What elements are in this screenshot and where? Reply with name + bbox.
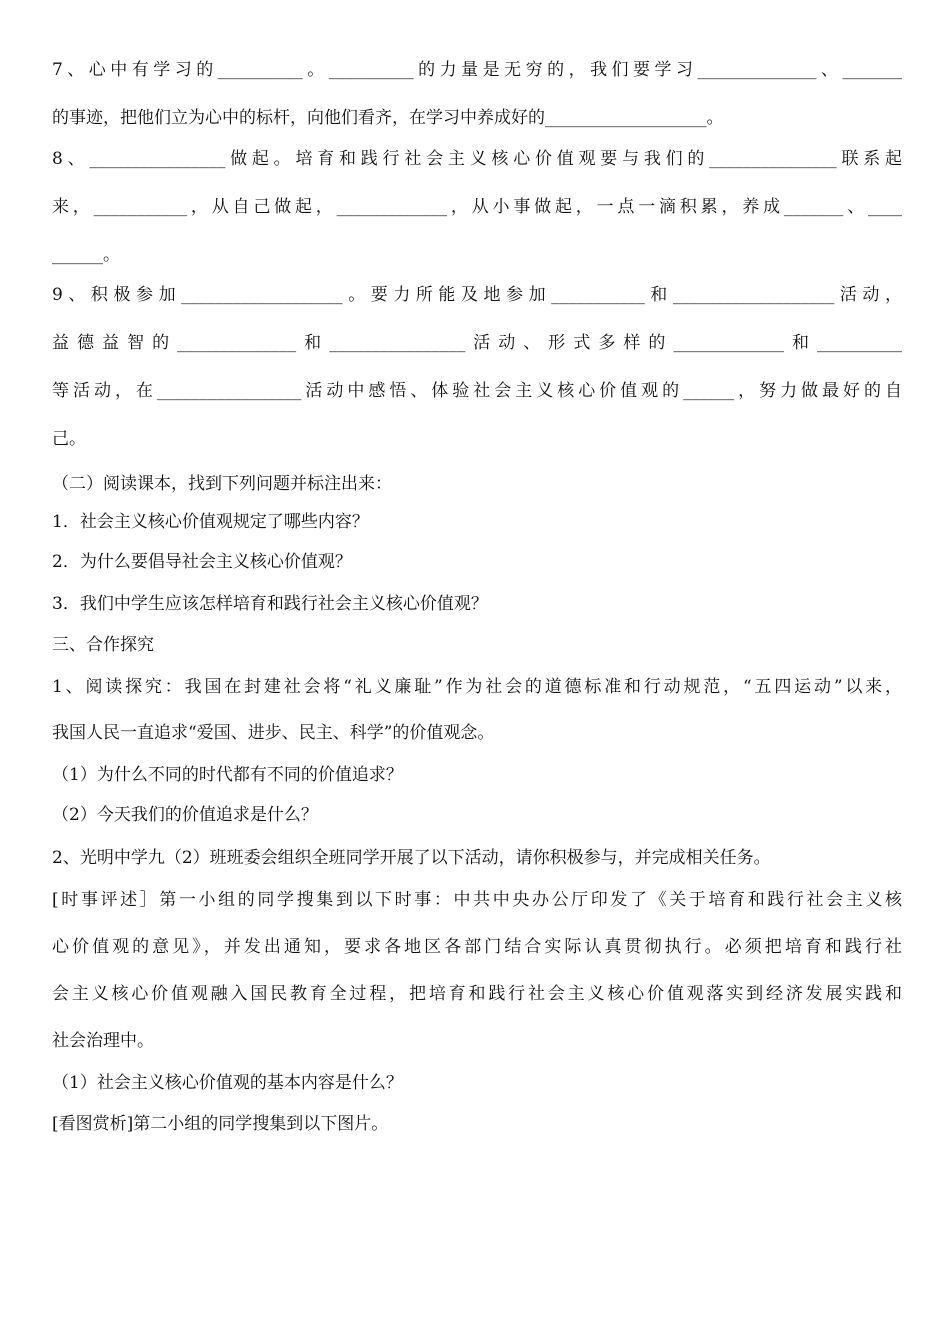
section3-item1-line1: 1、阅读探究：我国在封建社会将“礼义廉耻”作为社会的道德标准和行动规范，“五四运动”以来， bbox=[52, 677, 902, 697]
news-review-line1: [时事评述］第一小组的同学搜集到以下时事：中共中央办公厅印发了《关于培育和践行社会主义核 bbox=[52, 890, 902, 910]
news-review-line2: 心价值观的意见》，并发出通知，要求各地区各部门结合实际认真贯彻执行。必须把培育和践行社 bbox=[52, 937, 902, 957]
section2-heading: （二）阅读课本，找到下列问题并标注出来： bbox=[52, 474, 392, 494]
section3-item1-line2: 我国人民一直追求“爱国、进步、民主、科学”的价值观念。 bbox=[52, 723, 495, 743]
item9-line3: 等活动，在_________________活动中感悟、体验社会主义核心价值观的______，努力做最好的自 bbox=[52, 381, 902, 401]
section3-item1-sub1: （1）为什么不同的时代都有不同的价值追求？ bbox=[52, 765, 403, 785]
picture-analysis-line: [看图赏析]第二小组的同学搜集到以下图片。 bbox=[52, 1114, 389, 1134]
news-review-line3: 会主义核心价值观融入国民教育全过程，把培育和践行社会主义核心价值观落实到经济发展实践和 bbox=[52, 984, 902, 1004]
item8-line2: 来，___________，从自己做起，_____________，从小事做起，一点一滴积累，养成_______、____ bbox=[52, 197, 902, 217]
item7-line1: 7、心中有学习的__________。__________的力量是无穷的，我们要学习______________、_______ bbox=[52, 60, 902, 80]
item7-line2: 的事迹，把他们立为心中的标杆，向他们看齐，在学习中养成好的___________________。 bbox=[52, 108, 724, 128]
section2-question-1: 1．社会主义核心价值观规定了哪些内容？ bbox=[52, 512, 369, 532]
section2-question-3: 3．我们中学生应该怎样培育和践行社会主义核心价值观？ bbox=[52, 594, 488, 614]
item8-line3: ______。 bbox=[52, 245, 120, 265]
section2-question-2: 2．为什么要倡导社会主义核心价值观？ bbox=[52, 552, 352, 572]
section3-item2-line1: 2、光明中学九（2）班班委会组织全班同学开展了以下活动，请你积极参与，并完成相关任务。 bbox=[52, 848, 771, 868]
section3-item1-sub2: （2）今天我们的价值追求是什么？ bbox=[52, 805, 318, 825]
item9-line1: 9、积极参加___________________。要力所能及地参加___________和___________________活动， bbox=[52, 285, 902, 305]
news-review-line4: 社会治理中。 bbox=[52, 1031, 154, 1051]
section3-heading: 三、合作探究 bbox=[52, 635, 154, 655]
item9-line4: 己。 bbox=[52, 429, 86, 449]
item9-line2: 益德益智的______________和________________活动、形式多样的_____________和__________ bbox=[52, 333, 902, 353]
item8-line1: 8、________________做起。培育和践行社会主义核心价值观要与我们的_______________联系起 bbox=[52, 149, 902, 169]
news-review-question-1: （1）社会主义核心价值观的基本内容是什么？ bbox=[52, 1073, 403, 1093]
